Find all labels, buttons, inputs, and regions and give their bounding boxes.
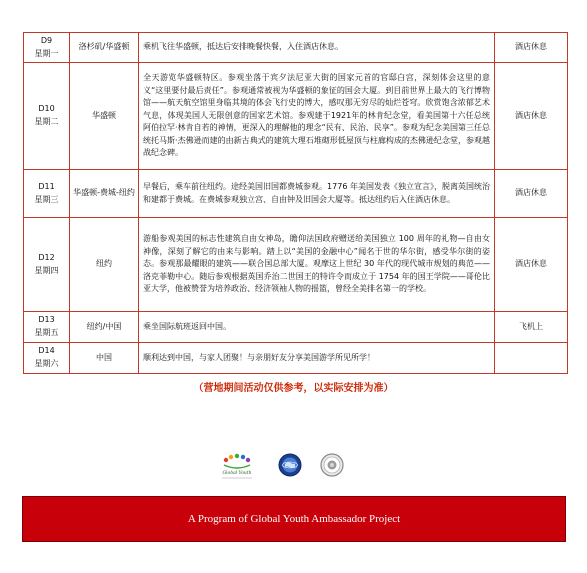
weekday: 星期五: [34, 328, 59, 337]
route-cell: 华盛顿: [70, 63, 139, 170]
description-cell: 全天游览华盛顿特区。参观坐落于宾夕法尼亚大街的国家元首的官邸白宫，深刻体会这里的意义“这里要付最后责任”。参观通常被视为华盛顿的象征的国会大厦。到目前世界上最大的飞行博物馆——航天航空馆里身临其境的体会飞行史的博大，感叹那无穷尽的灿烂苍穹。欣赏饱含浓郁艺术气息，体现美国人无限创意的国家艺术馆。参观建于1921年的林肯纪念堂，看美国第十六任总统阿伯拉罕·林肯自若的神情，更深入的理解他的理念“民有、民治、民享”。参观为纪念美国第三任总统托马斯·杰佛逊而建的由新古典式的建筑大理石堆砌形低屋顶与柱廊构成的杰佛逊纪念堂，参观越战纪念碑。: [139, 63, 495, 170]
table-row: [24, 33, 568, 63]
weekday: 星期一: [34, 48, 59, 58]
hotel-cell: 酒店休息: [495, 63, 568, 170]
table-row: [24, 343, 568, 374]
hotel-cell: 酒店休息: [495, 33, 568, 63]
description-cell: 顺利达到中国，与家人团聚！与亲朋好友分享美国游学所见所学！: [139, 343, 495, 374]
day-cell: [24, 312, 70, 343]
day-number: D13: [38, 315, 55, 325]
day-cell: [24, 218, 70, 312]
description-cell: 游船参观美国的标志性建筑自由女神岛，瞻仰法国政府赠送给美国独立 100 周年的礼物—自由女神像，深刻了解它的由来与影响。踏上以“美国的金融中心”闻名于世的华尔街，感受华尔街的姿态。参观那最耀眼的建筑——联合国总部大厦。观摩这上世纪 30 年代的现代城市规划的典范——洛克菲勒中心。随后参观根据英国乔治二世国王的特许令而成立于 1754 年的国王学院——哥伦比亚大学，他被赞誉为培养政治、经济领袖人物的摇篮，曾经全美排名第一的学校。: [139, 218, 495, 312]
weekday: 星期二: [34, 117, 59, 126]
globe-seal-icon: [278, 453, 302, 477]
day-number: D9: [40, 35, 53, 45]
route-cell: 中国: [70, 343, 139, 374]
itinerary-table: [23, 32, 568, 374]
activity-notice: （营地期间活动仅供参考，以实际安排为准）: [193, 383, 394, 394]
footer-banner: A Program of Global Youth Ambassador Project: [22, 496, 566, 542]
description-cell: 乘坐国际航班返回中国。: [139, 312, 495, 343]
route-cell: 纽约: [70, 218, 139, 312]
round-seal-icon: [320, 453, 344, 477]
table-row: [24, 170, 568, 218]
description-cell: 早餐后，乘车前往纽约。途经美国旧国都费城参观。1776 年美国发表《独立宣言》，脱离英国统治和建都于费城。在费城参观独立宫、自由钟及旧国会大厦等。抵达纽约后入住酒店休息。: [139, 170, 495, 218]
day-number: D12: [38, 252, 55, 262]
day-cell: [24, 343, 70, 374]
day-cell: [24, 170, 70, 218]
weekday: 星期三: [34, 194, 59, 204]
table-row: [24, 218, 568, 312]
description-cell: 乘机飞往华盛顿，抵达后安排晚餐快餐，入住酒店休息。: [139, 33, 495, 63]
table-row: [24, 63, 568, 170]
route-cell: 洛杉矶/华盛顿: [70, 33, 139, 63]
hotel-cell: 飞机上: [495, 312, 568, 343]
hotel-cell: 酒店休息: [495, 218, 568, 312]
route-cell: 华盛顿-费城-纽约: [70, 170, 139, 218]
weekday: 星期六: [34, 359, 59, 368]
day-cell: [24, 63, 70, 170]
day-cell: [24, 33, 70, 63]
weekday: 星期四: [34, 265, 59, 275]
table-row: [24, 312, 568, 343]
route-cell: 纽约/中国: [70, 312, 139, 343]
global-youth-ambassador-logo: [213, 451, 261, 481]
hotel-cell: [495, 343, 568, 374]
partner-logos: [0, 451, 587, 481]
logo-wordmark: Global Youth: [222, 471, 252, 476]
hotel-cell: 酒店休息: [495, 170, 568, 218]
day-number: D10: [38, 104, 55, 114]
day-number: D11: [38, 181, 55, 191]
day-number: D14: [38, 346, 55, 356]
